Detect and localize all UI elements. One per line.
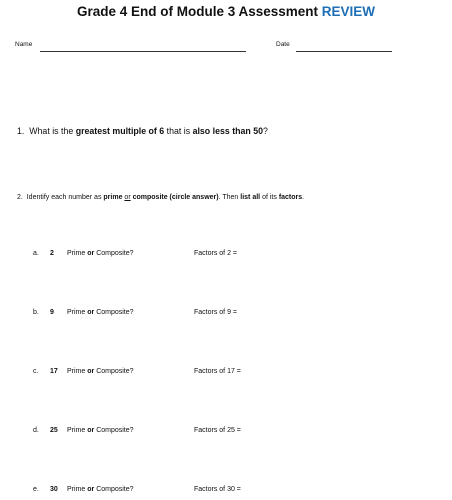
date-label: Date xyxy=(276,41,290,48)
composite-option[interactable]: Composite? xyxy=(96,368,134,375)
question-2-number: 2. xyxy=(17,194,23,201)
prime-option[interactable]: Prime xyxy=(67,368,86,375)
composite-option[interactable]: Composite? xyxy=(96,309,134,316)
question-2-bold-prime: prime xyxy=(103,194,123,201)
question-1-bold-1: greatest multiple of 6 xyxy=(75,126,165,136)
question-2-bold-factors: factors xyxy=(278,194,303,201)
or-word: or xyxy=(87,368,95,375)
question-2-text-1: Identify each number as xyxy=(26,194,102,201)
question-1-bold-2: also less than 50 xyxy=(192,126,263,136)
item-row xyxy=(0,250,452,262)
prime-option[interactable]: Prime xyxy=(67,486,86,493)
factors-label: Factors of 17 = xyxy=(194,368,241,375)
date-field-line[interactable] xyxy=(296,51,392,52)
question-2-or-underlined: or xyxy=(124,194,131,201)
item-row xyxy=(0,309,452,321)
factors-label: Factors of 9 = xyxy=(194,309,237,316)
question-2-text-4: . xyxy=(302,194,305,201)
question-1 xyxy=(17,126,268,136)
item-number: 2 xyxy=(50,250,54,257)
item-row xyxy=(0,486,452,498)
question-2-text-2: . Then xyxy=(218,194,239,201)
prime-option[interactable]: Prime xyxy=(67,250,86,257)
item-letter: a. xyxy=(33,250,39,257)
page-title xyxy=(0,4,452,19)
question-2 xyxy=(17,194,304,201)
or-word: or xyxy=(87,427,95,434)
item-number: 30 xyxy=(50,486,58,493)
question-2-bold-list-all: list all xyxy=(240,194,261,201)
prime-or-composite-choice[interactable] xyxy=(67,368,134,375)
factors-label: Factors of 30 = xyxy=(194,486,241,493)
prime-or-composite-choice[interactable] xyxy=(67,250,134,257)
prime-or-composite-choice[interactable] xyxy=(67,427,134,434)
question-2-bold-composite: composite (circle answer) xyxy=(132,194,219,201)
item-number: 25 xyxy=(50,427,58,434)
or-word: or xyxy=(87,309,95,316)
title-accent: REVIEW xyxy=(321,4,376,19)
question-2-text-3: of its xyxy=(262,194,277,201)
item-letter: d. xyxy=(33,427,39,434)
item-row xyxy=(0,368,452,380)
title-main: Grade 4 End of Module 3 Assessment xyxy=(76,4,319,19)
composite-option[interactable]: Composite? xyxy=(96,250,134,257)
question-1-text-2: that is xyxy=(166,126,191,136)
item-number: 9 xyxy=(50,309,54,316)
question-1-text-1: What is the xyxy=(29,126,74,136)
prime-option[interactable]: Prime xyxy=(67,427,86,434)
item-letter: e. xyxy=(33,486,39,493)
name-field-line[interactable] xyxy=(40,51,246,52)
item-number: 17 xyxy=(50,368,58,375)
factors-label: Factors of 2 = xyxy=(194,250,237,257)
item-row xyxy=(0,427,452,439)
question-1-text-3: ? xyxy=(263,126,268,136)
or-word: or xyxy=(87,250,95,257)
item-letter: c. xyxy=(33,368,39,375)
composite-option[interactable]: Composite? xyxy=(96,427,134,434)
prime-option[interactable]: Prime xyxy=(67,309,86,316)
composite-option[interactable]: Composite? xyxy=(96,486,134,493)
item-letter: b. xyxy=(33,309,39,316)
question-1-number: 1. xyxy=(17,126,25,136)
name-label: Name xyxy=(15,41,33,48)
prime-or-composite-choice[interactable] xyxy=(67,486,134,493)
factors-label: Factors of 25 = xyxy=(194,427,241,434)
or-word: or xyxy=(87,486,95,493)
prime-or-composite-choice[interactable] xyxy=(67,309,134,316)
